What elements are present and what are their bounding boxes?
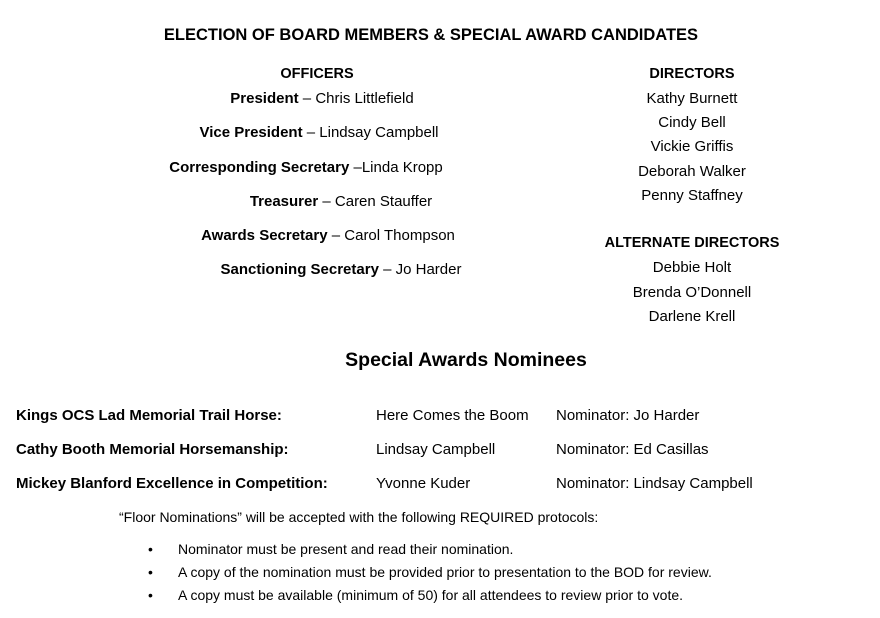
document-title: ELECTION OF BOARD MEMBERS & SPECIAL AWARD CANDIDATES [163, 26, 699, 44]
officer-role: President [230, 90, 299, 107]
officer-name: Linda Kropp [361, 159, 443, 176]
special-awards-heading: Special Awards Nominees [345, 349, 587, 371]
director-name: Deborah Walker [638, 163, 746, 180]
award-name: Kings OCS Lad Memorial Trail Horse: [16, 407, 282, 424]
protocol-item: Nominator must be present and read their nomination. [178, 541, 514, 557]
officer-name: Chris Littlefield [315, 90, 414, 107]
director-name: Vickie Griffis [650, 138, 734, 155]
officer-separator: – [318, 193, 335, 210]
floor-nominations-note: “Floor Nominations” will be accepted with the following REQUIRED protocols: [119, 509, 599, 525]
alternate-director-name: Darlene Krell [648, 308, 736, 325]
bullet-icon: • [148, 541, 153, 557]
officer-role: Sanctioning Secretary [220, 261, 379, 278]
officer-name: Lindsay Campbell [319, 124, 439, 141]
officer-role: Awards Secretary [201, 227, 328, 244]
award-nominee: Lindsay Campbell [376, 441, 496, 458]
officer-role: Treasurer [249, 193, 319, 210]
officer-role: Corresponding Secretary [169, 159, 350, 176]
officer-president [122, 90, 522, 107]
officer-separator: – [349, 159, 362, 176]
bullet-icon: • [148, 564, 153, 580]
officer-vice-president [119, 124, 519, 141]
director-name: Cindy Bell [658, 114, 726, 131]
officer-corresponding-secretary [106, 159, 506, 176]
officers-heading: OFFICERS [280, 66, 354, 82]
award-nominator: Nominator: Lindsay Campbell [556, 475, 753, 492]
officer-name: Caren Stauffer [334, 193, 433, 210]
alternate-director-name: Debbie Holt [652, 259, 732, 276]
officer-sanctioning-secretary [141, 261, 541, 278]
alternate-directors-heading: ALTERNATE DIRECTORS [604, 235, 780, 251]
director-name: Penny Staffney [641, 187, 743, 204]
officer-role: Vice President [199, 124, 303, 141]
alternate-director-name: Brenda O’Donnell [632, 284, 752, 301]
officer-separator: – [378, 261, 396, 278]
award-nominator: Nominator: Ed Casillas [556, 441, 709, 458]
award-name: Cathy Booth Memorial Horsemanship: [16, 441, 289, 458]
protocol-item: A copy of the nomination must be provided prior to presentation to the BOD for review. [178, 564, 712, 580]
bullet-icon: • [148, 587, 153, 603]
award-nominator: Nominator: Jo Harder [556, 407, 700, 424]
directors-heading: DIRECTORS [649, 66, 735, 82]
officer-separator: – [327, 227, 345, 244]
officer-name: Jo Harder [395, 261, 462, 278]
officer-separator: – [302, 124, 320, 141]
officer-awards-secretary [128, 227, 528, 244]
protocol-item: A copy must be available (minimum of 50) for all attendees to review prior to vote. [178, 587, 684, 603]
officer-separator: – [298, 90, 316, 107]
officer-treasurer [141, 193, 541, 210]
officer-name: Carol Thompson [344, 227, 455, 244]
director-name: Kathy Burnett [646, 90, 738, 107]
award-nominee: Here Comes the Boom [376, 407, 529, 424]
award-name: Mickey Blanford Excellence in Competition: [16, 475, 328, 492]
award-nominee: Yvonne Kuder [376, 475, 471, 492]
